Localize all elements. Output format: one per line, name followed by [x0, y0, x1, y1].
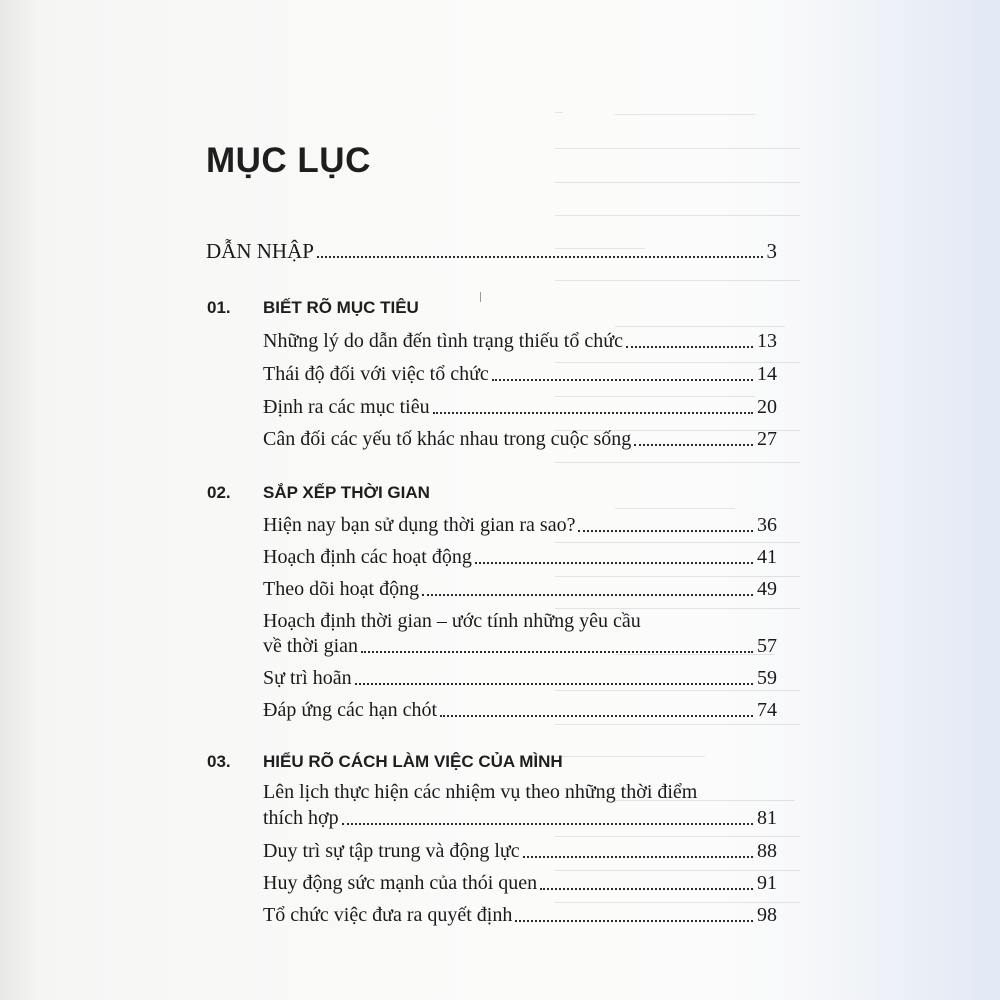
- entry-page-number: 41: [757, 546, 777, 568]
- chapter-title: BIẾT RÕ MỤC TIÊU: [263, 298, 419, 317]
- chapter-heading: [207, 298, 419, 318]
- chapter-title: HIỂU RÕ CÁCH LÀM VIỆC CỦA MÌNH: [263, 752, 563, 771]
- dot-leader: [540, 888, 753, 890]
- chapter-number: 02.: [207, 483, 231, 502]
- toc-entry: [263, 577, 777, 601]
- dot-leader: [440, 715, 753, 717]
- entry-page-number: 57: [757, 635, 777, 657]
- entry-label: Định ra các mục tiêu: [263, 396, 430, 418]
- dot-leader: [433, 412, 753, 414]
- entry-label: DẪN NHẬP: [206, 239, 314, 263]
- entry-label-first-line: Lên lịch thực hiện các nhiệm vụ theo những thời điểm: [263, 781, 698, 803]
- entry-label: thích hợp: [263, 807, 339, 829]
- dot-leader: [626, 346, 753, 348]
- toc-entry: [263, 513, 777, 537]
- toc-entry: [263, 427, 777, 451]
- entry-page-number: 14: [757, 363, 777, 385]
- dot-leader: [475, 562, 753, 564]
- entry-page-number: 20: [757, 396, 777, 418]
- toc-entry: [263, 903, 777, 927]
- entry-label: Huy động sức mạnh của thói quen: [263, 872, 538, 894]
- dot-leader: [523, 856, 753, 858]
- dot-leader: [422, 594, 753, 596]
- entry-page-number: 81: [757, 807, 777, 829]
- dot-leader: [578, 530, 753, 532]
- entry-page-number: 3: [766, 239, 777, 263]
- toc-entry: [263, 362, 777, 386]
- page-tint: [800, 0, 1000, 1000]
- entry-page-number: 74: [757, 699, 777, 721]
- entry-page-number: 13: [757, 330, 777, 352]
- entry-label: Những lý do dẫn đến tình trạng thiếu tổ chức: [263, 330, 623, 352]
- entry-label-first-line: Hoạch định thời gian – ước tính những yêu cầu: [263, 610, 641, 632]
- page-edge-shadow: [0, 0, 40, 1000]
- dot-leader: [492, 379, 753, 381]
- toc-entry: [263, 329, 777, 353]
- entry-page-number: 49: [757, 578, 777, 600]
- entry-page-number: 98: [757, 904, 777, 926]
- entry-page-number: 91: [757, 872, 777, 894]
- entry-page-number: 88: [757, 840, 777, 862]
- toc-entry: [263, 634, 777, 658]
- entry-label: Sự trì hoãn: [263, 667, 352, 689]
- dot-leader: [317, 256, 763, 258]
- dot-leader: [355, 683, 753, 685]
- chapter-title: SẮP XẾP THỜI GIAN: [263, 483, 430, 502]
- entry-label: Cân đối các yếu tố khác nhau trong cuộc sống: [263, 428, 632, 450]
- chapter-heading: [207, 752, 563, 772]
- toc-entry: [263, 545, 777, 569]
- entry-label: Duy trì sự tập trung và động lực: [263, 840, 520, 862]
- chapter-number: 01.: [207, 298, 231, 317]
- print-mark: [480, 292, 481, 302]
- entry-page-number: 27: [757, 428, 777, 450]
- entry-page-number: 59: [757, 667, 777, 689]
- entry-label: Đáp ứng các hạn chót: [263, 699, 438, 721]
- toc-entry: [263, 871, 777, 895]
- entry-label: về thời gian: [263, 635, 358, 657]
- toc-entry: [263, 666, 777, 690]
- toc-title: MỤC LỤC: [206, 141, 371, 180]
- entry-label: Thái độ đối với việc tổ chức: [263, 363, 489, 385]
- toc-entry: [263, 698, 777, 722]
- dot-leader: [342, 823, 753, 825]
- dot-leader: [515, 920, 753, 922]
- entry-label: Hiện nay bạn sử dụng thời gian ra sao?: [263, 514, 576, 536]
- toc-entry: [263, 839, 777, 863]
- entry-label: Hoạch định các hoạt động: [263, 546, 472, 568]
- entry-label: Tổ chức việc đưa ra quyết định: [263, 904, 513, 926]
- dot-leader: [634, 444, 753, 446]
- toc-entry: [263, 806, 777, 830]
- toc-entry: [263, 395, 777, 419]
- toc-entry-intro: [206, 239, 777, 263]
- entry-page-number: 36: [757, 514, 777, 536]
- entry-label: Theo dõi hoạt động: [263, 578, 420, 600]
- chapter-number: 03.: [207, 752, 231, 771]
- chapter-heading: [207, 483, 430, 503]
- dot-leader: [361, 651, 753, 653]
